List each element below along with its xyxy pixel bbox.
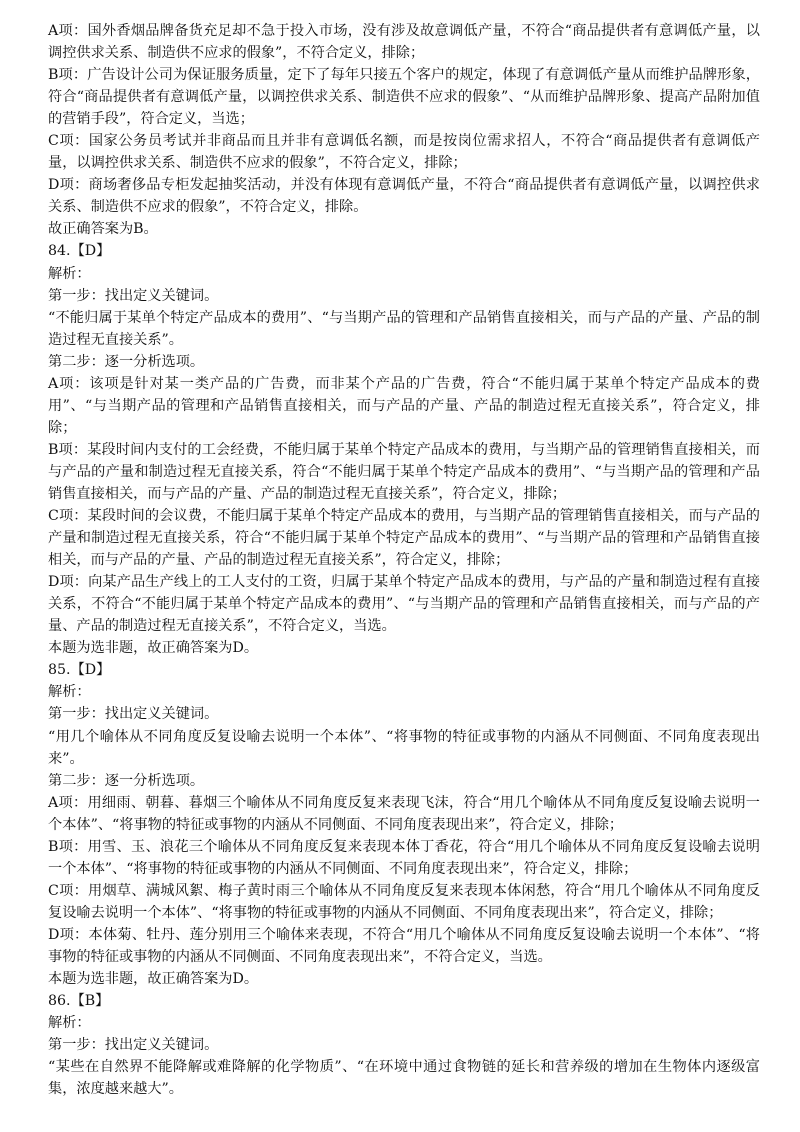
option-c-text: C项：用烟草、满城风絮、梅子黄时雨三个喻体从不同角度反复来表现本体闲愁，符合“用几个喻体从不同角度反复设喻去说明一个本体”、“将事物的特征或事物的内涵从不同侧面、不同角度表现出来”，符合定义，排除；	[48, 882, 760, 921]
option-c-text: C项：国家公务员考试并非商品而且并非有意调低名额，而是按岗位需求招人，不符合“商品提供者有意调低产量，以调控供求关系、制造供不应求的假象”，不符合定义，排除；	[48, 133, 760, 172]
step-one-heading: 第一步：找出定义关键词。	[48, 706, 219, 723]
option-c-text: C项：某段时间的会议费，不能归属于某单个特定产品成本的费用，与当期产品的管理销售直接相关，而与产品的产量和制造过程无直接关系，符合“不能归属于某单个特定产品成本的费用”、“与当期产品的管理和产品销售直接相关，而与产品的产量、产品的制造过程无直接关系”，符合定义，排除；	[48, 508, 760, 569]
question-84-header: 84.【D】	[48, 243, 111, 260]
step-one-heading: 第一步：找出定义关键词。	[48, 287, 219, 304]
option-a-text: A项：国外香烟品牌备货充足却不急于投入市场，没有涉及故意调低产量，不符合“商品提供者有意调低产量，以调控供求关系、制造供不应求的假象”，不符合定义，排除；	[48, 23, 760, 62]
definition-keywords: “用几个喻体从不同角度反复设喻去说明一个本体”、“将事物的特征或事物的内涵从不同侧面、不同角度表现出来”。	[48, 728, 760, 767]
step-two-heading: 第二步：逐一分析选项。	[48, 353, 205, 370]
step-one-heading: 第一步：找出定义关键词。	[48, 1037, 219, 1054]
option-b-text: B项：某段时间内支付的工会经费，不能归属于某单个特定产品成本的费用，与当期产品的管理销售直接相关，而与产品的产量和制造过程无直接关系，符合“不能归属于某单个特定产品成本的费用”、“与当期产品的管理和产品销售直接相关，而与产品的产量、产品的制造过程无直接关系”，符合定义，排除；	[48, 441, 760, 502]
option-a-text: A项：用细雨、朝暮、暮烟三个喻体从不同角度反复来表现飞沫，符合“用几个喻体从不同角度反复设喻去说明一个本体”、“将事物的特征或事物的内涵从不同侧面、不同角度表现出来”，符合定义，排除；	[48, 794, 760, 833]
analysis-label: 解析：	[48, 1015, 91, 1032]
answer-conclusion: 本题为选非题，故正确答案为D。	[48, 971, 259, 988]
document-page	[48, 20, 760, 1100]
step-two-heading: 第二步：逐一分析选项。	[48, 772, 205, 789]
definition-keywords: “某些在自然界不能降解或难降解的化学物质”、“在环境中通过食物链的延长和营养级的增加在生物体内逐级富集，浓度越来越大”。	[48, 1059, 760, 1098]
option-b-text: B项：用雪、玉、浪花三个喻体从不同角度反复来表现本体丁香花，符合“用几个喻体从不同角度反复设喻去说明一个本体”、“将事物的特征或事物的内涵从不同侧面、不同角度表现出来”，符合定义，排除；	[48, 838, 760, 877]
option-a-text: A项：该项是针对某一类产品的广告费，而非某个产品的广告费，符合“不能归属于某单个特定产品成本的费用”、“与当期产品的管理和产品销售直接相关，而与产品的产量、产品的制造过程无直接关系”，符合定义，排除；	[48, 375, 760, 436]
analysis-label: 解析：	[48, 684, 91, 701]
answer-conclusion: 故正确答案为B。	[48, 221, 158, 238]
option-d-text: D项：商场奢侈品专柜发起抽奖活动，并没有体现有意调低产量，不符合“商品提供者有意调低产量，以调控供求关系、制造供不应求的假象”，不符合定义，排除。	[48, 177, 760, 216]
definition-keywords: “不能归属于某单个特定产品成本的费用”、“与当期产品的管理和产品销售直接相关，而与产品的产量、产品的制造过程无直接关系”。	[48, 309, 760, 348]
answer-conclusion: 本题为选非题，故正确答案为D。	[48, 640, 259, 657]
option-b-text: B项：广告设计公司为保证服务质量，定下了每年只接五个客户的规定，体现了有意调低产量从而维护品牌形象，符合“商品提供者有意调低产量，以调控供求关系、制造供不应求的假象”、“从而维护品牌形象、提高产品附加值的营销手段”，符合定义，当选；	[48, 67, 760, 128]
option-d-text: D项：向某产品生产线上的工人支付的工资，归属于某单个特定产品成本的费用，与产品的产量和制造过程有直接关系，不符合“不能归属于某单个特定产品成本的费用”、“与当期产品的管理和产品销售直接相关，而与产品的产量、产品的制造过程无直接关系”，不符合定义，当选。	[48, 574, 760, 635]
question-85-header: 85.【D】	[48, 662, 111, 679]
analysis-label: 解析：	[48, 265, 91, 282]
option-d-text: D项：本体菊、牡丹、莲分别用三个喻体来表现，不符合“用几个喻体从不同角度反复设喻去说明一个本体”、“将事物的特征或事物的内涵从不同侧面、不同角度表现出来”，不符合定义，当选。	[48, 926, 760, 965]
question-86-header: 86.【B】	[48, 993, 110, 1010]
